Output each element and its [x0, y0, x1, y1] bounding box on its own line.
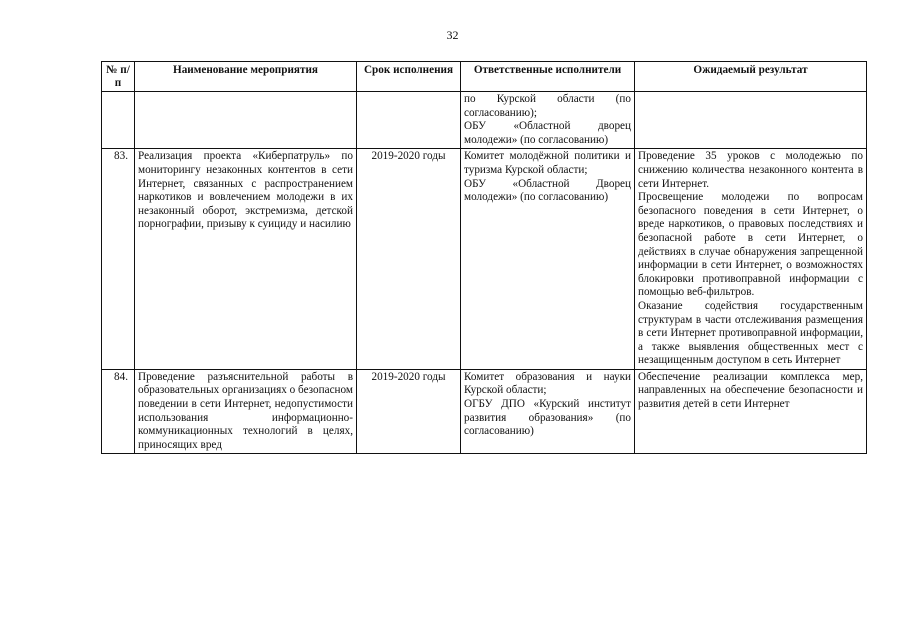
row-num: 83.	[102, 149, 135, 370]
table-row-83	[102, 149, 867, 370]
row-name: Проведение разъяснительной работы в образовательных организациях о безопасном поведении в сети Интернет, недопустимости использования информационно-коммуникационных технологий в целях, приносящих вред	[135, 369, 357, 454]
header-executors: Ответственные исполнители	[461, 62, 635, 92]
header-num: № п/п	[102, 62, 135, 92]
result-text: Оказание содействия государственным структурам в части отслеживания размещения в сети Интернет противоправной информации, а также выявления общественных мест с незащищенным доступом в сеть Интернет	[638, 299, 863, 367]
row-name	[135, 92, 357, 149]
header-result: Ожидаемый результат	[635, 62, 867, 92]
header-term: Срок исполнения	[357, 62, 461, 92]
executor-text: ОГБУ ДПО «Курский институт развития образования» (по согласованию)	[464, 398, 631, 438]
row-num	[102, 92, 135, 149]
row-result	[635, 92, 867, 149]
row-executors	[461, 369, 635, 454]
executor-text: Комитет молодёжной политики и туризма Курской области;	[464, 150, 631, 176]
row-result	[635, 149, 867, 370]
executor-text: ОБУ «Областной Дворец молодежи» (по согласованию)	[464, 177, 631, 204]
table-row-continued	[102, 92, 867, 149]
row-result	[635, 369, 867, 454]
header-name: Наименование мероприятия	[135, 62, 357, 92]
result-text: Обеспечение реализации комплекса мер, направленных на обеспечение безопасности и развития детей в сети Интернет	[638, 370, 863, 411]
row-term	[357, 92, 461, 149]
result-text: Просвещение молодежи по вопросам безопасного поведения в сети Интернет, о вреде наркотиков, о правовых последствиях и безопасной работе в сети Интернет, о действиях в случае обнаружения запрещенной информации в сети Интернет, о возможностях блокировки противоправной информации с помощью веб-фильтров.	[638, 191, 863, 299]
executor-text: Комитет образования и науки Курской области;	[464, 370, 631, 397]
row-term: 2019-2020 годы	[357, 369, 461, 454]
page-number: 32	[446, 28, 459, 42]
row-num: 84.	[102, 369, 135, 454]
result-text: Проведение 35 уроков с молодежью по снижению количества незаконного контента в сети Интернет.	[638, 150, 863, 190]
table-header-row	[102, 62, 867, 92]
table-row-84	[102, 369, 867, 454]
row-executors	[461, 92, 635, 149]
executor-text: ОБУ «Областной дворец молодежи» (по согласованию)	[464, 120, 631, 146]
events-table	[101, 61, 867, 454]
executor-text: по Курской области (по согласованию);	[464, 93, 631, 119]
row-executors	[461, 149, 635, 370]
row-term: 2019-2020 годы	[357, 149, 461, 370]
row-name: Реализация проекта «Киберпатруль» по мониторингу незаконных контентов в сети Интернет, связанных с распространением наркотиков и вовлечением молодежи в их незаконный оборот, экстремизма, детской порнографии, призыву к суициду и насилию	[135, 149, 357, 370]
